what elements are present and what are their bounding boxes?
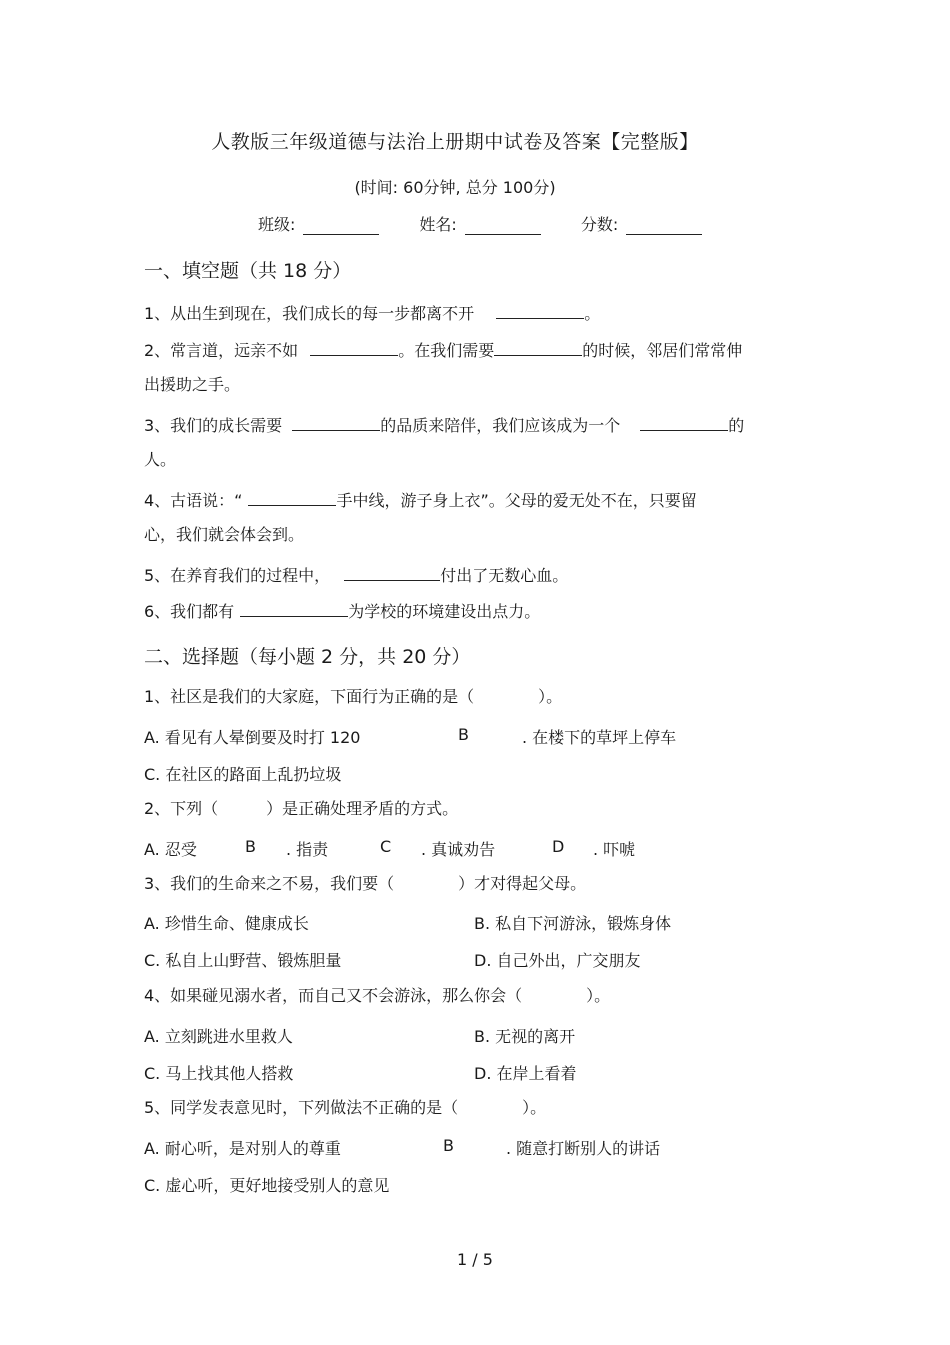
fill-q4-blank[interactable] — [248, 488, 336, 506]
choice-q5-option-a[interactable]: A. 耐心听，是对别人的尊重 — [144, 1139, 341, 1158]
choice-q3-option-d[interactable]: D. 自己外出，广交朋友 — [474, 951, 641, 970]
fill-q3-text-b: 的品质来陪伴，我们应该成为一个 — [380, 416, 621, 435]
fill-question-3 — [144, 413, 804, 436]
fill-q3-blank-2[interactable] — [640, 413, 728, 431]
choice-question-5: 5、同学发表意见时，下列做法不正确的是（ ）。 — [144, 1098, 547, 1117]
choice-question-3: 3、我们的生命来之不易，我们要（ ）才对得起父母。 — [144, 874, 587, 893]
choice-q5-option-b-letter[interactable]: B — [443, 1136, 454, 1155]
fill-q3-text-c: 的 — [728, 416, 745, 435]
fill-question-6 — [144, 599, 804, 622]
choice-q1-option-a[interactable]: A. 看见有人晕倒要及时打 120 — [144, 728, 361, 747]
choice-q5-option-b[interactable]: . 随意打断别人的讲话 — [506, 1139, 661, 1158]
choice-q4-option-d[interactable]: D. 在岸上看着 — [474, 1064, 577, 1083]
fill-q6-text-a: 6、我们都有 — [144, 602, 235, 621]
fill-q6-blank[interactable] — [240, 599, 348, 617]
fill-question-5 — [144, 563, 804, 586]
fill-question-4 — [144, 488, 804, 511]
class-blank[interactable] — [303, 216, 379, 235]
choice-q4-option-c[interactable]: C. 马上找其他人搭救 — [144, 1064, 294, 1083]
fill-question-4-cont: 心，我们就会体会到。 — [144, 525, 305, 544]
choice-question-4: 4、如果碰见溺水者，而自己又不会游泳，那么你会（ ）。 — [144, 986, 611, 1005]
fill-q6-text-b: 为学校的环境建设出点力。 — [348, 602, 541, 621]
choice-q4-option-b[interactable]: B. 无视的离开 — [474, 1027, 576, 1046]
choice-question-1: 1、社区是我们的大家庭，下面行为正确的是（ ）。 — [144, 687, 563, 706]
fill-q2-blank-2[interactable] — [494, 338, 582, 356]
exam-title: 人教版三年级道德与法治上册期中试卷及答案【完整版】 — [211, 131, 699, 153]
fill-q2-text-b: 。在我们需要 — [398, 341, 495, 360]
fill-q5-text-a: 5、在养育我们的过程中， — [144, 566, 331, 585]
choice-q5-option-c[interactable]: C. 虚心听，更好地接受别人的意见 — [144, 1176, 390, 1195]
page-number: 1 / 5 — [457, 1250, 493, 1269]
choice-q2-option-d[interactable]: . 吓唬 — [593, 840, 636, 859]
score-field — [581, 212, 702, 235]
fill-q2-text-c: 的时候，邻居们常常伸 — [582, 341, 743, 360]
name-blank[interactable] — [465, 216, 541, 235]
score-label: 分数: — [580, 215, 619, 234]
section-2-heading: 二、选择题（每小题 2 分，共 20 分） — [144, 646, 471, 668]
score-blank[interactable] — [626, 216, 702, 235]
fill-question-1 — [144, 301, 804, 324]
choice-q3-option-a[interactable]: A. 珍惜生命、健康成长 — [144, 914, 309, 933]
choice-q3-option-b[interactable]: B. 私自下河游泳，锻炼身体 — [474, 914, 672, 933]
choice-q1-option-b-letter[interactable]: B — [458, 725, 469, 744]
student-info-row — [258, 212, 778, 235]
fill-q1-text: 1、从出生到现在，我们成长的每一步都离不开 — [144, 304, 475, 323]
name-label: 姓名: — [419, 215, 457, 234]
choice-q3-option-c[interactable]: C. 私自上山野营、锻炼胆量 — [144, 951, 342, 970]
fill-q3-blank-1[interactable] — [292, 413, 380, 431]
choice-q2-option-d-letter[interactable]: D — [552, 837, 565, 856]
choice-q2-option-b[interactable]: . 指责 — [286, 840, 329, 859]
fill-q1-blank[interactable] — [496, 301, 584, 319]
fill-q5-blank[interactable] — [344, 563, 440, 581]
fill-question-2-cont: 出援助之手。 — [144, 375, 241, 394]
name-field — [419, 212, 540, 235]
section-1-heading: 一、填空题（共 18 分） — [144, 260, 352, 282]
choice-q2-option-c-letter[interactable]: C — [380, 837, 392, 856]
fill-q4-text-a: 4、古语说：“ — [144, 491, 243, 510]
fill-q5-text-b: 付出了无数心血。 — [440, 566, 569, 585]
choice-q2-option-c[interactable]: . 真诚劝告 — [421, 840, 496, 859]
choice-q2-option-a[interactable]: A. 忍受 — [144, 840, 197, 859]
choice-q4-option-a[interactable]: A. 立刻跳进水里救人 — [144, 1027, 293, 1046]
fill-q2-blank-1[interactable] — [310, 338, 398, 356]
exam-subtitle: (时间: 60分钟, 总分 100分) — [354, 178, 556, 197]
choice-question-2: 2、下列（ ）是正确处理矛盾的方式。 — [144, 799, 459, 818]
fill-question-2 — [144, 338, 804, 361]
choice-q1-option-c[interactable]: C. 在社区的路面上乱扔垃圾 — [144, 765, 342, 784]
choice-q2-option-b-letter[interactable]: B — [245, 837, 256, 856]
fill-q3-text-a: 3、我们的成长需要 — [144, 416, 283, 435]
class-field — [258, 212, 379, 235]
fill-q2-text-a: 2、常言道，远亲不如 — [144, 341, 299, 360]
fill-q1-tail: 。 — [584, 304, 601, 323]
class-label: 班级: — [258, 215, 296, 234]
choice-q1-option-b[interactable]: . 在楼下的草坪上停车 — [522, 728, 677, 747]
fill-question-3-cont: 人。 — [144, 450, 177, 469]
fill-q4-text-b: 手中线，游子身上衣”。父母的爱无处不在，只要留 — [336, 491, 697, 510]
